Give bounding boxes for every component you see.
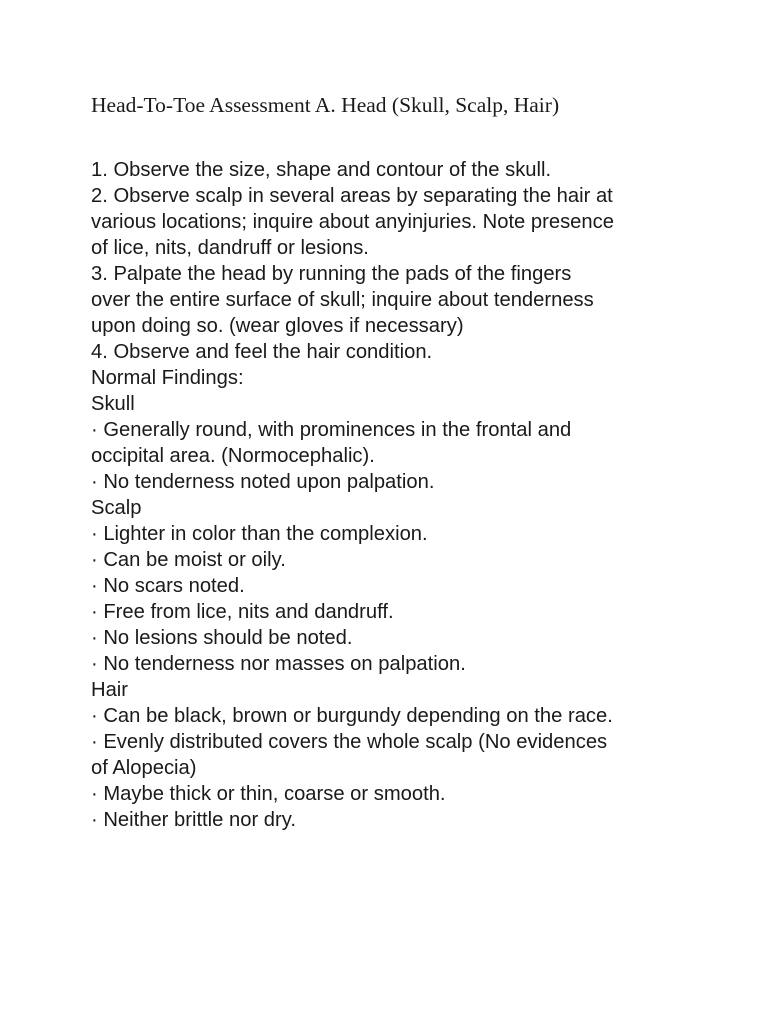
step-4: 4. Observe and feel the hair condition. (91, 341, 433, 363)
subheading-scalp: Scalp (91, 497, 142, 519)
step-3: 3. Palpate the head by running the pads of the fingers over the entire surface of skull; inquire about tenderness upon doing so. (wear gloves if necessary) (91, 263, 594, 337)
finding-scalp-lice: · Free from lice, nits and dandruff. (91, 601, 394, 623)
finding-scalp-scars: · No scars noted. (91, 575, 245, 597)
finding-hair-texture: · Maybe thick or thin, coarse or smooth. (91, 783, 446, 805)
finding-skull-tenderness: · No tenderness noted upon palpation. (91, 471, 435, 493)
finding-scalp-color: · Lighter in color than the complexion. (91, 523, 428, 545)
document-body (91, 157, 691, 833)
subheading-skull: Skull (91, 393, 135, 415)
subheading-hair: Hair (91, 679, 129, 701)
finding-scalp-moisture: · Can be moist or oily. (91, 549, 286, 571)
step-2: 2. Observe scalp in several areas by separating the hair at various locations; inquire about anyinjuries. Note presence of lice, nits, dandruff or lesions. (91, 185, 614, 259)
finding-hair-brittleness: · Neither brittle nor dry. (91, 809, 296, 831)
document-title: Head-To-Toe Assessment A. Head (Skull, Scalp, Hair) (91, 93, 560, 117)
finding-skull-shape: · Generally round, with prominences in the frontal and occipital area. (Normocephalic). (91, 419, 572, 467)
section-heading-normal-findings: Normal Findings: (91, 367, 244, 389)
step-1: 1. Observe the size, shape and contour of the skull. (91, 159, 552, 181)
finding-scalp-masses: · No tenderness nor masses on palpation. (91, 653, 466, 675)
finding-hair-distribution: · Evenly distributed covers the whole scalp (No evidences of Alopecia) (91, 731, 608, 779)
finding-hair-color: · Can be black, brown or burgundy depending on the race. (91, 705, 613, 727)
finding-scalp-lesions: · No lesions should be noted. (91, 627, 353, 649)
